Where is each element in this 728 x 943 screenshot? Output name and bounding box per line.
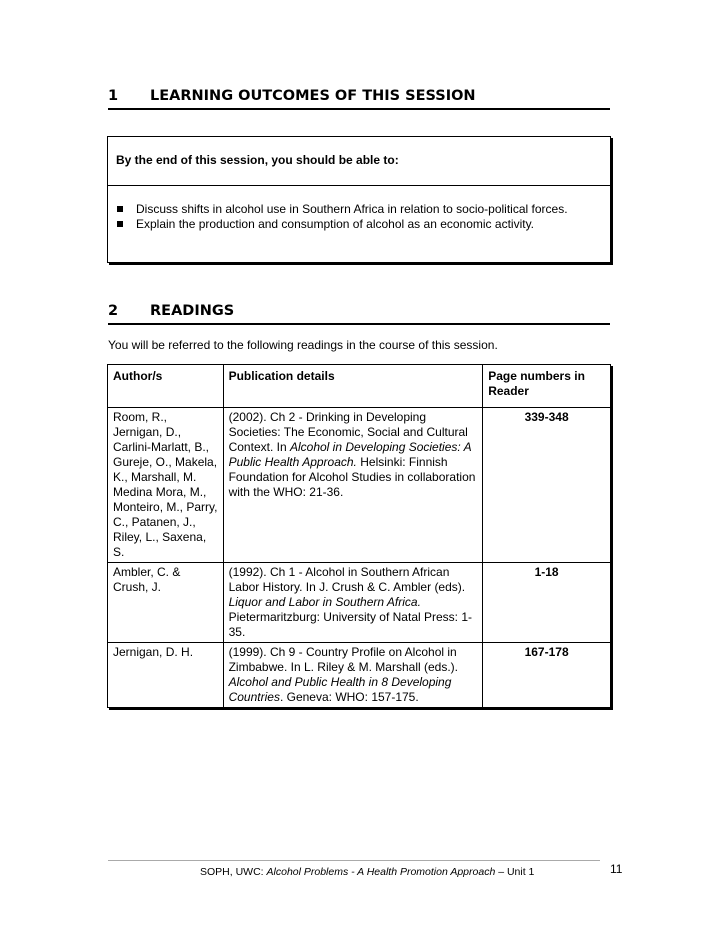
pub-title: Liquor and Labor in Southern Africa.: [228, 595, 421, 609]
readings-table: [107, 364, 611, 708]
pub-text: (1999). Ch 9 - Country Profile on Alcohol in Zimbabwe. In L. Riley & M. Marshall (eds.).: [228, 645, 458, 674]
cell-authors: Room, R., Jernigan, D., Carlini-Marlatt, B., Gureje, O., Makela, K., Marshall, M. Medina Mora, M., Monteiro, M., Parry, C., Patanen, J., Riley, L., Saxena, S.: [108, 408, 224, 563]
outcomes-intro: By the end of this session, you should be able to:: [108, 137, 610, 186]
pub-text: Pietermaritzburg: University of Natal Press: 1-35.: [228, 610, 473, 639]
footer-prefix: SOPH, UWC:: [200, 866, 267, 878]
section-title: LEARNING OUTCOMES OF THIS SESSION: [150, 88, 476, 104]
header-publication: Publication details: [223, 365, 483, 408]
header-pages: Page numbers in Reader: [483, 365, 611, 408]
outcomes-list: [108, 186, 610, 232]
section-number: 2: [108, 303, 119, 319]
outcome-text: Explain the production and consumption of alcohol as an economic activity.: [136, 217, 535, 231]
pub-title: Alcohol in Developing Societies: A Public Health Approach.: [228, 440, 472, 469]
cell-publication: [223, 408, 483, 563]
section-title: READINGS: [150, 303, 235, 319]
section-number: 1: [108, 88, 119, 104]
cell-publication: [223, 643, 483, 708]
readings-intro: You will be referred to the following readings in the course of this session.: [108, 338, 498, 352]
footer-course-title: Alcohol Problems - A Health Promotion Approach: [266, 866, 496, 878]
table-row: [108, 643, 611, 708]
pub-title: Alcohol and Public Health in 8 Developing Countries: [228, 675, 452, 704]
pub-text: (2002). Ch 2 - Drinking in Developing Societies: The Economic, Social and Cultural Context. In: [228, 410, 468, 454]
pub-text: (1992). Ch 1 - Alcohol in Southern African Labor History. In J. Crush & C. Ambler (eds).: [228, 565, 466, 594]
table-row: [108, 563, 611, 643]
cell-publication: [223, 563, 483, 643]
cell-authors: Ambler, C. & Crush, J.: [108, 563, 224, 643]
square-bullet-icon: [117, 221, 123, 227]
header-authors: Author/s: [108, 365, 224, 408]
square-bullet-icon: [117, 206, 123, 212]
outcome-text: Discuss shifts in alcohol use in Southern Africa in relation to socio-political forces.: [136, 202, 568, 216]
table-row: [108, 408, 611, 563]
learning-outcomes-box: [107, 136, 611, 263]
section-heading-readings: [108, 303, 610, 325]
table-header-row: [108, 365, 611, 408]
footer-text: [200, 866, 534, 878]
outcome-item: [116, 217, 602, 232]
footer-unit: – Unit 1: [495, 866, 535, 878]
pub-text: Helsinki: Finnish Foundation for Alcohol Studies in collaboration with the WHO: 21-36.: [228, 455, 476, 499]
footer-rule: [108, 860, 600, 861]
cell-authors: Jernigan, D. H.: [108, 643, 224, 708]
cell-pages: 1-18: [483, 563, 611, 643]
outcome-item: [116, 202, 602, 217]
pub-text: . Geneva: WHO: 157-175.: [279, 690, 419, 704]
cell-pages: 167-178: [483, 643, 611, 708]
cell-pages: 339-348: [483, 408, 611, 563]
section-heading-learning-outcomes: [108, 88, 610, 110]
page-number: 11: [610, 862, 623, 876]
